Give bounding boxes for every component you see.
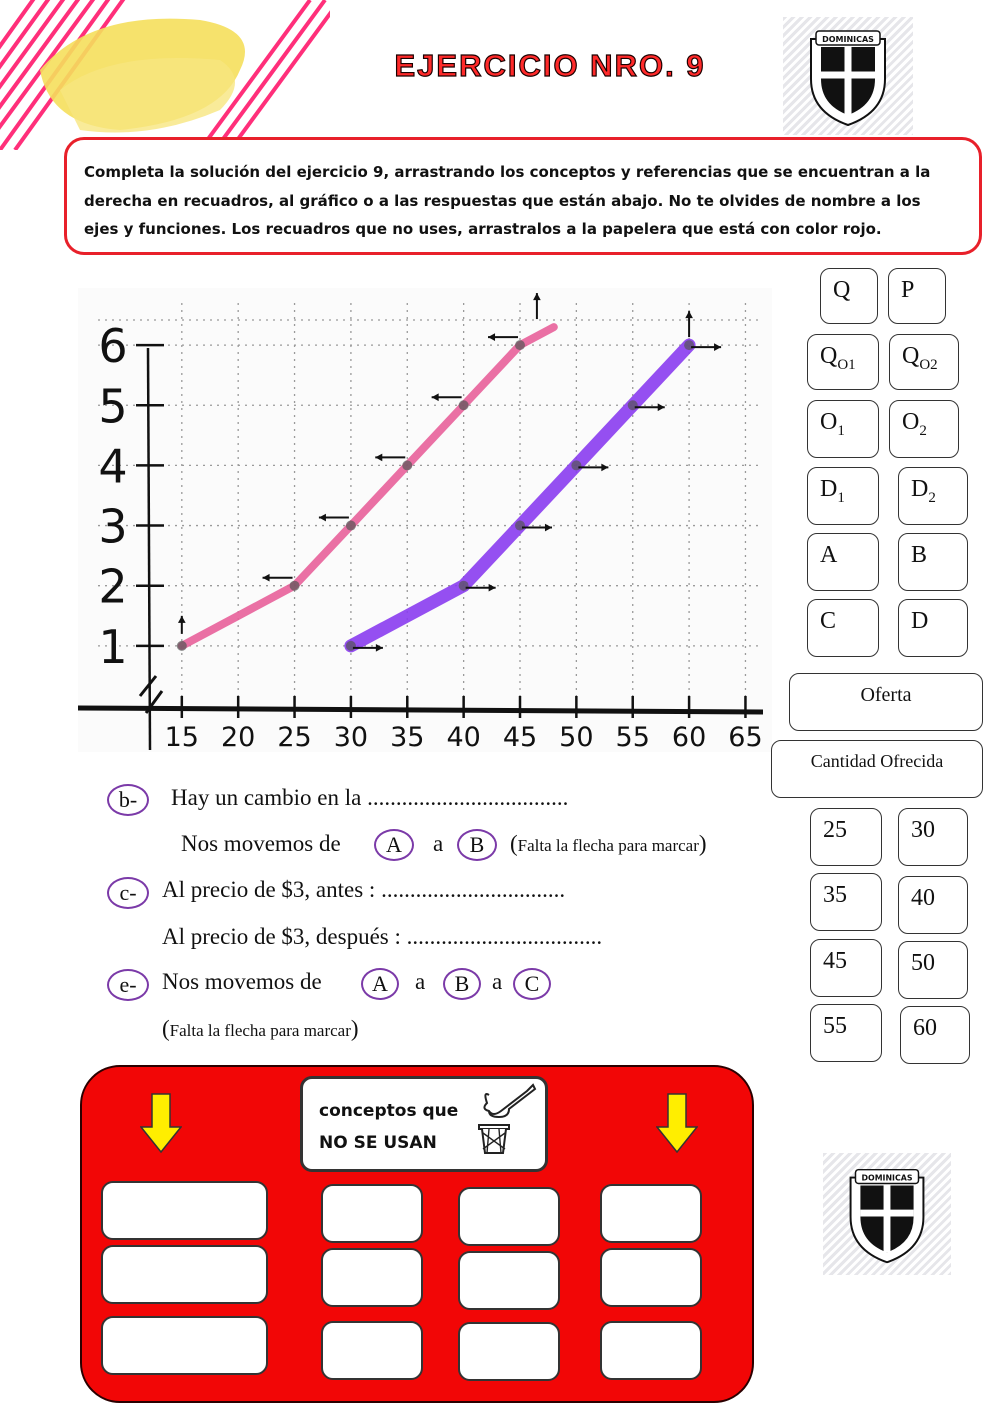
chip-label: 30 [911,817,935,843]
chip-q[interactable] [820,268,878,324]
trash-slot[interactable] [458,1251,560,1310]
chip-subscript: 1 [837,422,845,439]
chip-d[interactable] [898,599,968,657]
note-text: Falta la flecha para marcar [517,836,699,855]
question-b-note: (Falta la flecha para marcar) [510,831,707,856]
series-point [571,460,581,470]
chip-d2[interactable] [898,467,968,525]
chip-subscript: O1 [837,356,856,373]
trash-slot[interactable] [600,1248,702,1307]
instructions-line: Completa la solución del ejercicio 9, arrastrando los conceptos y referencias que se encuentran a la [84,163,931,181]
x-tick-label: 45 [502,722,538,752]
question-b-conj: a [433,831,444,856]
chip-60[interactable] [900,1006,970,1064]
chip-label: D [911,608,929,634]
marker-c: c- [107,877,149,909]
chip-label: 25 [823,817,847,843]
marker-e: e- [107,969,149,1001]
trash-bin-icon [475,1083,539,1155]
x-tick-label: 35 [390,722,425,752]
trash-slot[interactable] [101,1181,268,1240]
question-e-conj: a [415,969,426,994]
x-tick-label: 20 [221,722,256,752]
trash-slot[interactable] [321,1321,423,1380]
trash-slot[interactable] [321,1184,423,1243]
arrow-down-icon [656,1093,698,1153]
point-circle-b[interactable]: B [457,829,497,861]
chip-label: Q [902,343,920,369]
question-c-line1: Al precio de $3, antes : ................................ [162,877,566,902]
trash-slot[interactable] [458,1187,560,1246]
y-tick-label: 6 [98,319,128,374]
series-point [346,641,356,651]
page-title: EJERCICIO NRO. 9 [394,48,706,83]
x-tick-label: 55 [615,722,650,752]
x-tick-label: 40 [446,722,481,752]
question-e-conj: a [492,969,503,994]
chip-o2[interactable] [889,400,959,458]
series-point [290,581,300,591]
question-e-line1: Nos movemos de [162,969,322,994]
logo-text: DOMINICAS [822,35,874,44]
series-point [515,340,525,350]
chip-p[interactable] [888,268,946,324]
chip-label: C [820,608,837,634]
instructions-line: derecha en recuadros, al gráfico o a las respuestas que están abajo. No te olvides de nombre a los [84,191,921,210]
chip-30[interactable] [898,808,968,866]
chip-label: Cantidad Ofrecida [810,751,944,771]
chip-a[interactable] [807,533,879,591]
point-circle-a[interactable]: A [374,829,414,861]
chip-subscript: 2 [928,489,936,506]
chip-label: O [902,409,920,435]
chip-label: 60 [913,1015,937,1041]
logo-text: DOMINICAS [861,1173,913,1183]
x-tick-label: 65 [728,722,763,752]
supply-chart[interactable] [78,288,772,752]
x-tick-label: 50 [559,722,594,752]
chip-o1[interactable] [807,400,879,458]
series-point [628,400,638,410]
point-circle-a[interactable]: A [361,968,399,1000]
y-tick-label: 3 [98,499,128,554]
series-point [402,460,412,470]
chip-40[interactable] [898,876,968,934]
logo-top [783,17,913,135]
y-tick-label: 5 [98,379,128,434]
arrow-down-icon [140,1093,182,1153]
decorative-stripes [0,0,330,150]
chip-label: 45 [823,948,847,974]
trash-slot[interactable] [600,1184,702,1243]
point-circle-b[interactable]: B [443,968,481,1000]
question-e-note: (Falta la flecha para marcar) [162,1016,359,1041]
trash-slot[interactable] [101,1316,268,1375]
trash-slot[interactable] [101,1245,268,1304]
instructions-line: ejes y funciones. Los recuadros que no uses, arrastralos a la papelera que está con color rojo. [84,220,882,238]
series-point [177,641,187,651]
chip-label: O [820,409,838,435]
chip-qo1[interactable] [807,334,879,390]
shield-icon [823,1153,951,1275]
series-point [515,521,525,531]
x-tick-label: 30 [333,722,369,752]
chip-subscript: 2 [919,422,927,439]
question-c-line2: Al precio de $3, después : .................................. [162,924,603,949]
marker-b: b- [107,784,149,816]
note-text: Falta la flecha para marcar [169,1021,351,1040]
chip-label: Oferta [860,684,912,706]
series-point [459,400,469,410]
series-point [346,521,356,531]
question-b-line2: Nos movemos de [181,831,341,856]
point-circle-c[interactable]: C [513,968,551,1000]
chip-label: Q [833,277,851,303]
trash-slot[interactable] [321,1248,423,1307]
shield-icon [783,17,913,135]
trash-line: NO SE USAN [319,1133,437,1153]
trash-slot[interactable] [600,1321,702,1380]
chip-label: P [901,277,915,303]
x-tick-label: 25 [277,722,312,752]
chip-25[interactable] [810,808,882,866]
instructions-box [64,137,982,255]
chip-cantidad-ofrecida[interactable] [771,740,983,798]
chip-label: 40 [911,885,935,911]
y-tick-label: 2 [98,559,128,614]
y-tick-label: 4 [98,439,128,494]
trash-slot[interactable] [458,1322,560,1381]
series-point [459,581,469,591]
y-tick-label: 1 [98,619,128,674]
chip-55[interactable] [810,1004,882,1062]
chip-oferta[interactable] [789,673,983,731]
x-tick-label: 60 [671,722,707,752]
series-point [684,340,694,350]
x-tick-label: 15 [164,722,199,752]
chip-label: 50 [911,950,935,976]
x-tick-labels [165,722,763,752]
chip-label: D [820,476,838,502]
trash-line: conceptos que [319,1101,459,1121]
chip-45[interactable] [810,939,882,997]
chip-subscript: 1 [837,489,845,506]
trash-text [319,1095,458,1159]
chip-label: 55 [823,1013,847,1039]
chip-50[interactable] [898,941,968,999]
chip-subscript: O2 [919,356,938,373]
chip-label: 35 [823,882,847,908]
chip-b[interactable] [898,533,968,591]
chip-label: D [911,476,929,502]
chip-35[interactable] [810,873,882,931]
chip-d1[interactable] [807,467,879,525]
chip-label: A [820,542,838,568]
question-b-line1: Hay un cambio en la ................................... [171,785,569,810]
chip-label: Q [820,343,838,369]
chip-label: B [911,542,928,568]
logo-bottom [823,1153,951,1275]
chip-c[interactable] [807,599,879,657]
chip-qo2[interactable] [889,334,959,390]
